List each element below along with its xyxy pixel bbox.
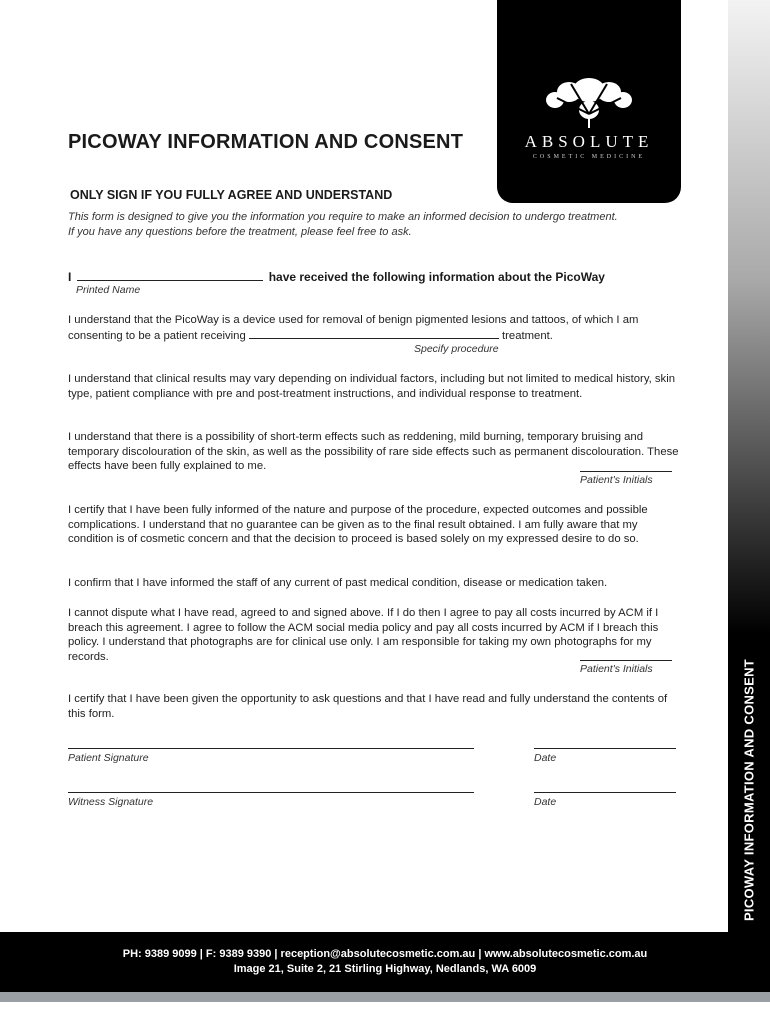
witness-date-field[interactable] [534,792,676,793]
name-suffix: have received the following information about the PicoWay [268,270,605,284]
name-prefix: I [68,270,72,284]
paragraph-1-text: I understand that the PicoWay is a device used for removal of benign pigmented lesions and tattoos, of which I am consenting to be a patient receiving [68,314,639,342]
flower-logo-icon [541,70,637,130]
printed-name-label: Printed Name [76,284,141,296]
paragraph-1-end: treatment. [502,329,553,342]
procedure-field[interactable] [249,328,499,339]
bottom-bar [0,992,770,1002]
patient-signature-label: Patient Signature [68,752,149,764]
patient-date-field[interactable] [534,748,676,749]
logo-block [497,0,681,203]
side-title: PICOWAY INFORMATION AND CONSENT [741,658,757,922]
printed-name-field[interactable] [77,269,263,281]
subtitle: ONLY SIGN IF YOU FULLY AGREE AND UNDERSTAND [70,188,393,202]
paragraph-1 [68,313,680,343]
initials-field-1[interactable] [580,471,672,472]
paragraph-7: I certify that I have been given the opportunity to ask questions and that I have read and fully understand the contents of this form. [68,693,668,720]
date-label-2: Date [534,796,557,808]
paragraph-5: I confirm that I have informed the staff of any current of past medical condition, disease or medication taken. [68,577,608,589]
paragraph-4: I certify that I have been fully informed of the nature and purpose of the procedure, expected outcomes and possible complications. I understand that no guarantee can be given as to the final result obtained. I am fully aware that my condition is of cosmetic concern and that the decision to proceed is based solely on my expressed desire to do so. [68,504,648,545]
printed-name-row [68,269,605,284]
witness-signature-label: Witness Signature [68,796,154,808]
initials-field-2[interactable] [580,660,672,661]
date-label-1: Date [534,752,557,764]
initials-label-1: Patient's Initials [580,474,653,486]
initials-label-2: Patient's Initials [580,663,653,675]
page-title: PICOWAY INFORMATION AND CONSENT [68,131,464,153]
paragraph-2: I understand that clinical results may vary depending on individual factors, including but not limited to medical history, skin type, patient compliance with pre and post-treatment instructions, and individual response to treatment. [68,373,675,400]
intro-line-2: If you have any questions before the treatment, please feel free to ask. [68,226,412,238]
intro-text [68,210,680,240]
witness-signature-field[interactable] [68,792,474,793]
paragraph-6: I cannot dispute what I have read, agreed to and signed above. If I do then I agree to pay all costs incurred by ACM if I breach this agreement. I agree to follow the ACM social media policy and pay all costs incurred by ACM if I breach this policy. I understand that photographs are for clinical use only. I am responsible for taking my own photographs for my records. [68,607,659,663]
footer-contact: PH: 9389 9099 | F: 9389 9390 | reception@absolutecosmetic.com.au | www.absolutecosmetic.com.au [122,948,648,960]
paragraph-3: I understand that there is a possibility of short-term effects such as reddening, mild burning, temporary bruising and temporary discolouration of the skin, as well as the possibility of rare side effects such as permanent discolouration. These effects have been fully explained to me. [68,431,679,472]
footer [0,932,770,992]
footer-address: Image 21, Suite 2, 21 Stirling Highway, Nedlands, WA 6009 [233,963,537,975]
logo-name: ABSOLUTE [524,132,654,151]
logo-tagline: COSMETIC MEDICINE [532,154,646,160]
patient-signature-field[interactable] [68,748,474,749]
specify-procedure-label: Specify procedure [414,343,499,355]
intro-line-1: This form is designed to give you the information you require to make an informed decision to undergo treatment. [68,211,618,223]
